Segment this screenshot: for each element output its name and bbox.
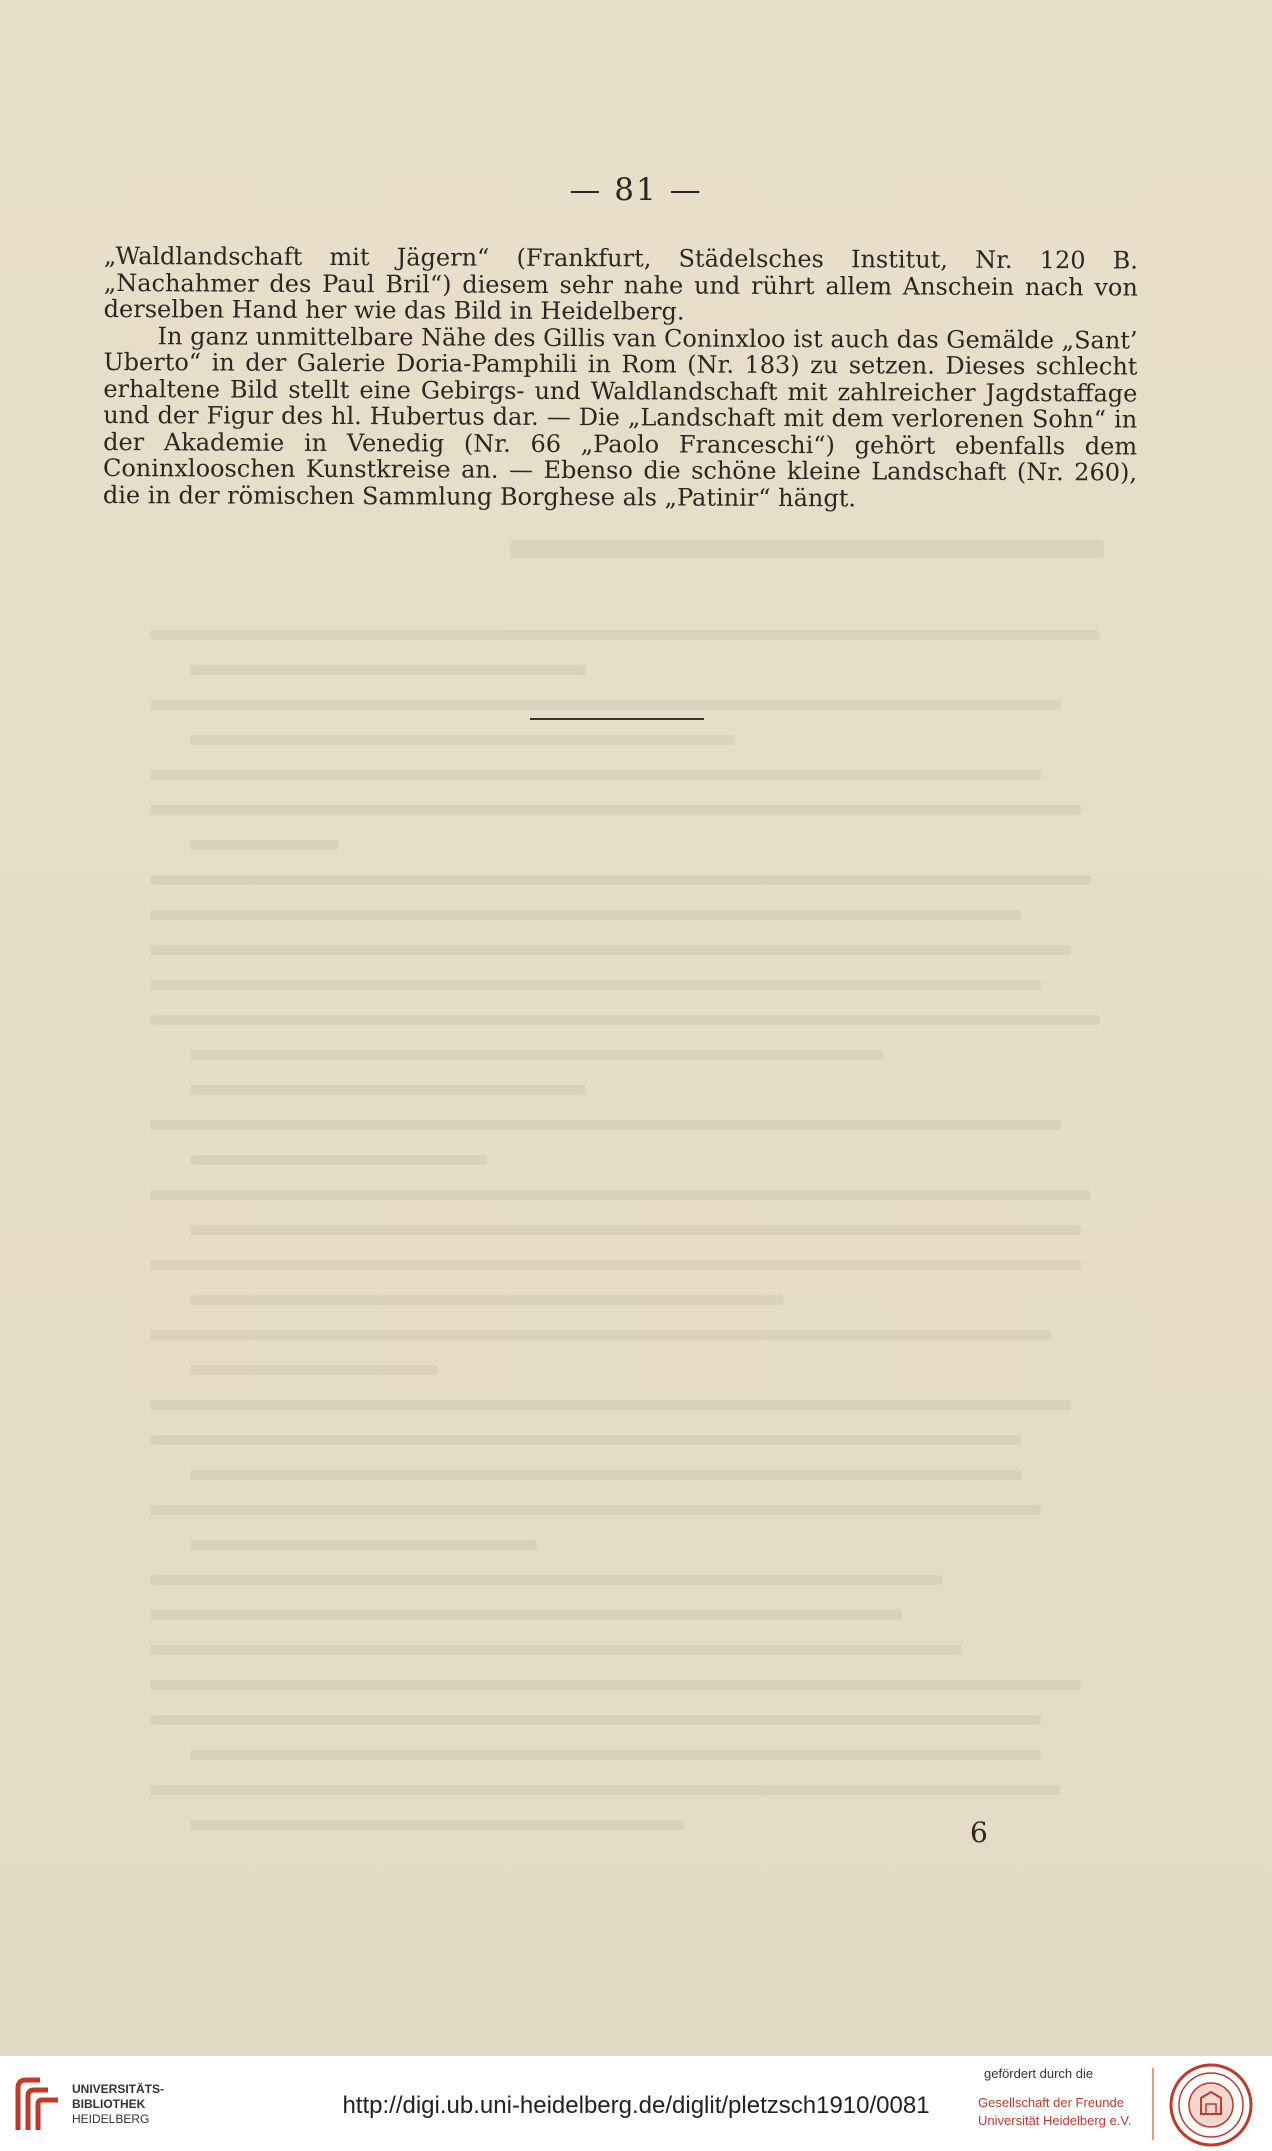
- library-name[interactable]: UNIVERSITÄTS- BIBLIOTHEK HEIDELBERG: [72, 2082, 165, 2126]
- page-number: — 81 —: [569, 172, 703, 208]
- sponsor-divider: [1152, 2068, 1154, 2140]
- page-url-link[interactable]: http://digi.ub.uni-heidelberg.de/diglit/pletzsch1910/0081: [342, 2092, 930, 2119]
- section-divider: [530, 718, 704, 720]
- signature-mark: 6: [970, 1816, 988, 1849]
- paragraph-1: „Waldlandschaft mit Jägern“ (Frankfurt, Städelsches Institut, Nr. 120 B. „Nachahmer des Paul Bril“) diesem sehr nahe und rührt allem Anschein nach von derselben Hand her wie das Bild in Heidelberg.: [103, 242, 1138, 326]
- paragraph-2: In ganz unmittelbare Nähe des Gillis van Coninxloo ist auch das Gemälde „Sant’ Uberto“ in der Galerie Doria-Pamphili in Rom (Nr. 183) zu setzen. Dieses schlecht erhaltene Bild stellt eine Gebirgs- und Waldlandschaft mit zahlreicher Jagdstaffage und der Figur des hl. Hubertus dar. — Die „Landschaft mit dem verlorenen Sohn“ in der Akademie in Venedig (Nr. 66 „Paolo Franceschi“) gehört ebenfalls dem Coninxlooschen Kunstkreise an. — Ebenso die schöne kleine Landschaft (Nr. 260), die in der römischen Sammlung Borghese als „Patinir“ hängt.: [102, 321, 1138, 512]
- sponsor-name[interactable]: Gesellschaft der Freunde Universität Heidelberg e.V.: [978, 2095, 1132, 2128]
- body-text: [103, 243, 1138, 513]
- footer-bar: [0, 2055, 1272, 2151]
- sponsor-caption: gefördert durch die: [984, 2066, 1094, 2081]
- university-seal-icon: [1168, 2062, 1254, 2148]
